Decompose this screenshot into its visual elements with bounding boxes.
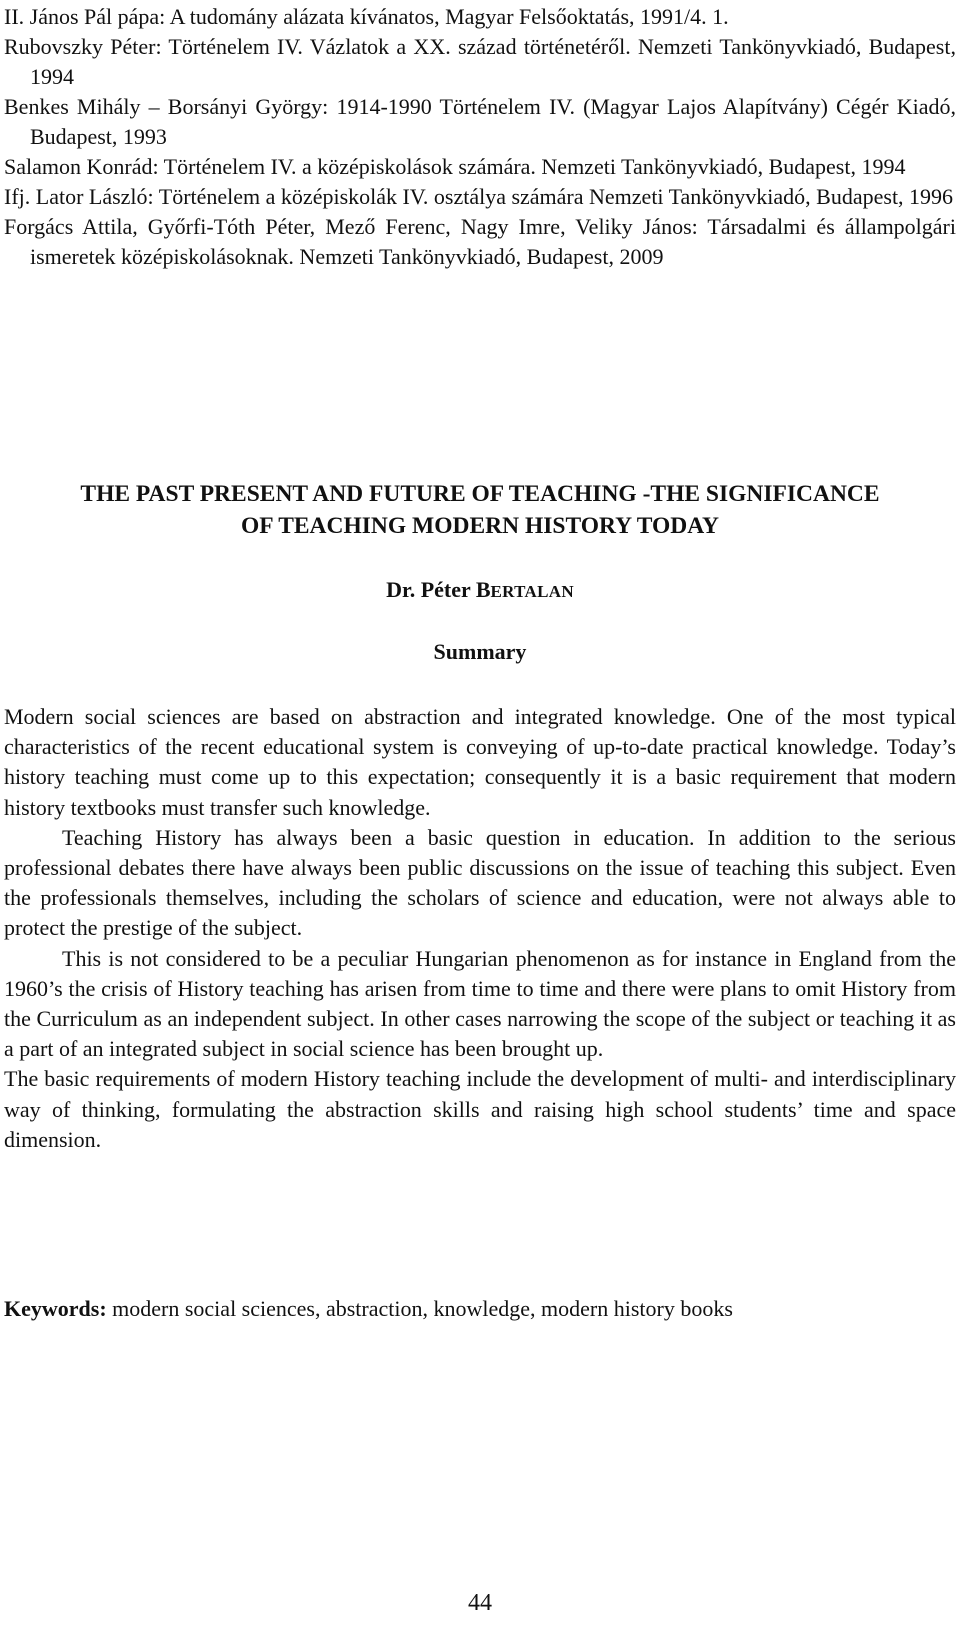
reference-list: [4, 2, 956, 272]
author-name-prefix: Dr. Péter B: [386, 577, 491, 602]
page-number: 44: [468, 1590, 492, 1616]
reference-entry: Benkes Mihály – Borsányi György: 1914-1990 Történelem IV. (Magyar Lajos Alapítvány) Cégér Kiadó, Budapest, 1993: [4, 94, 956, 149]
reference-entry: Ifj. Lator László: Történelem a középiskolák IV. osztálya számára Nemzeti Tankönyvkiadó, Budapest, 1996: [4, 184, 954, 209]
summary-paragraph: This is not considered to be a peculiar Hungarian phenomenon as for instance in England from the 1960’s the crisis of History teaching has arisen from time to time and there were plans to omit History from the Curriculum as an independent subject. In other cases narrowing the scope of the subject or teaching it as a part of an integrated subject in social science has been brought up.: [4, 945, 956, 1062]
summary-paragraph: Modern social sciences are based on abstraction and integrated knowledge. One of the most typical characteristics of the recent educational system is conveying of up-to-date practical knowledge. Today’s history teaching must come up to this expectation; consequently it is a basic requirement that modern history textbooks must transfer such knowledge.: [4, 704, 956, 820]
keywords-text: modern social sciences, abstraction, knowledge, modern history books: [106, 1296, 733, 1321]
reference-entry: Rubovszky Péter: Történelem IV. Vázlatok a XX. század történetéről. Nemzeti Tankönyvkiadó, Budapest, 1994: [4, 34, 956, 89]
keywords-label: Keywords:: [4, 1296, 107, 1321]
reference-entry: Salamon Konrád: Történelem IV. a középiskolások számára. Nemzeti Tankönyvkiadó, Budapest, 1994: [4, 154, 906, 179]
reference-entry: II. János Pál pápa: A tudomány alázata kívánatos, Magyar Felsőoktatás, 1991/4. 1.: [4, 4, 729, 29]
keywords-line: [4, 1294, 956, 1324]
summary-heading: Summary: [433, 639, 527, 664]
summary-paragraph: Teaching History has always been a basic question in education. In addition to the serious professional debates there have always been public discussions on the issue of teaching this subject. Even the professionals themselves, including the scholars of science and education, were not always able to protect the prestige of the subject.: [4, 824, 956, 941]
reference-entry: Forgács Attila, Győrfi-Tóth Péter, Mező Ferenc, Nagy Imre, Veliky János: Társadalmi és állampolgári ismeretek középiskolásoknak. Nemzeti Tankönyvkiadó, Budapest, 2009: [4, 214, 956, 269]
summary-paragraph: The basic requirements of modern History teaching include the development of multi- and interdisciplinary way of thinking, formulating the abstraction skills and raising high school students’ time and space dimension.: [4, 1066, 956, 1152]
article-title-line-1: THE PAST PRESENT AND FUTURE OF TEACHING -THE SIGNIFICANCE: [80, 481, 880, 507]
author-name-smallcaps: ERTALAN: [490, 582, 574, 601]
summary-body: [4, 702, 956, 1155]
article-title: [0, 478, 960, 542]
article-title-line-2: OF TEACHING MODERN HISTORY TODAY: [241, 513, 719, 539]
author-name: [0, 575, 960, 607]
